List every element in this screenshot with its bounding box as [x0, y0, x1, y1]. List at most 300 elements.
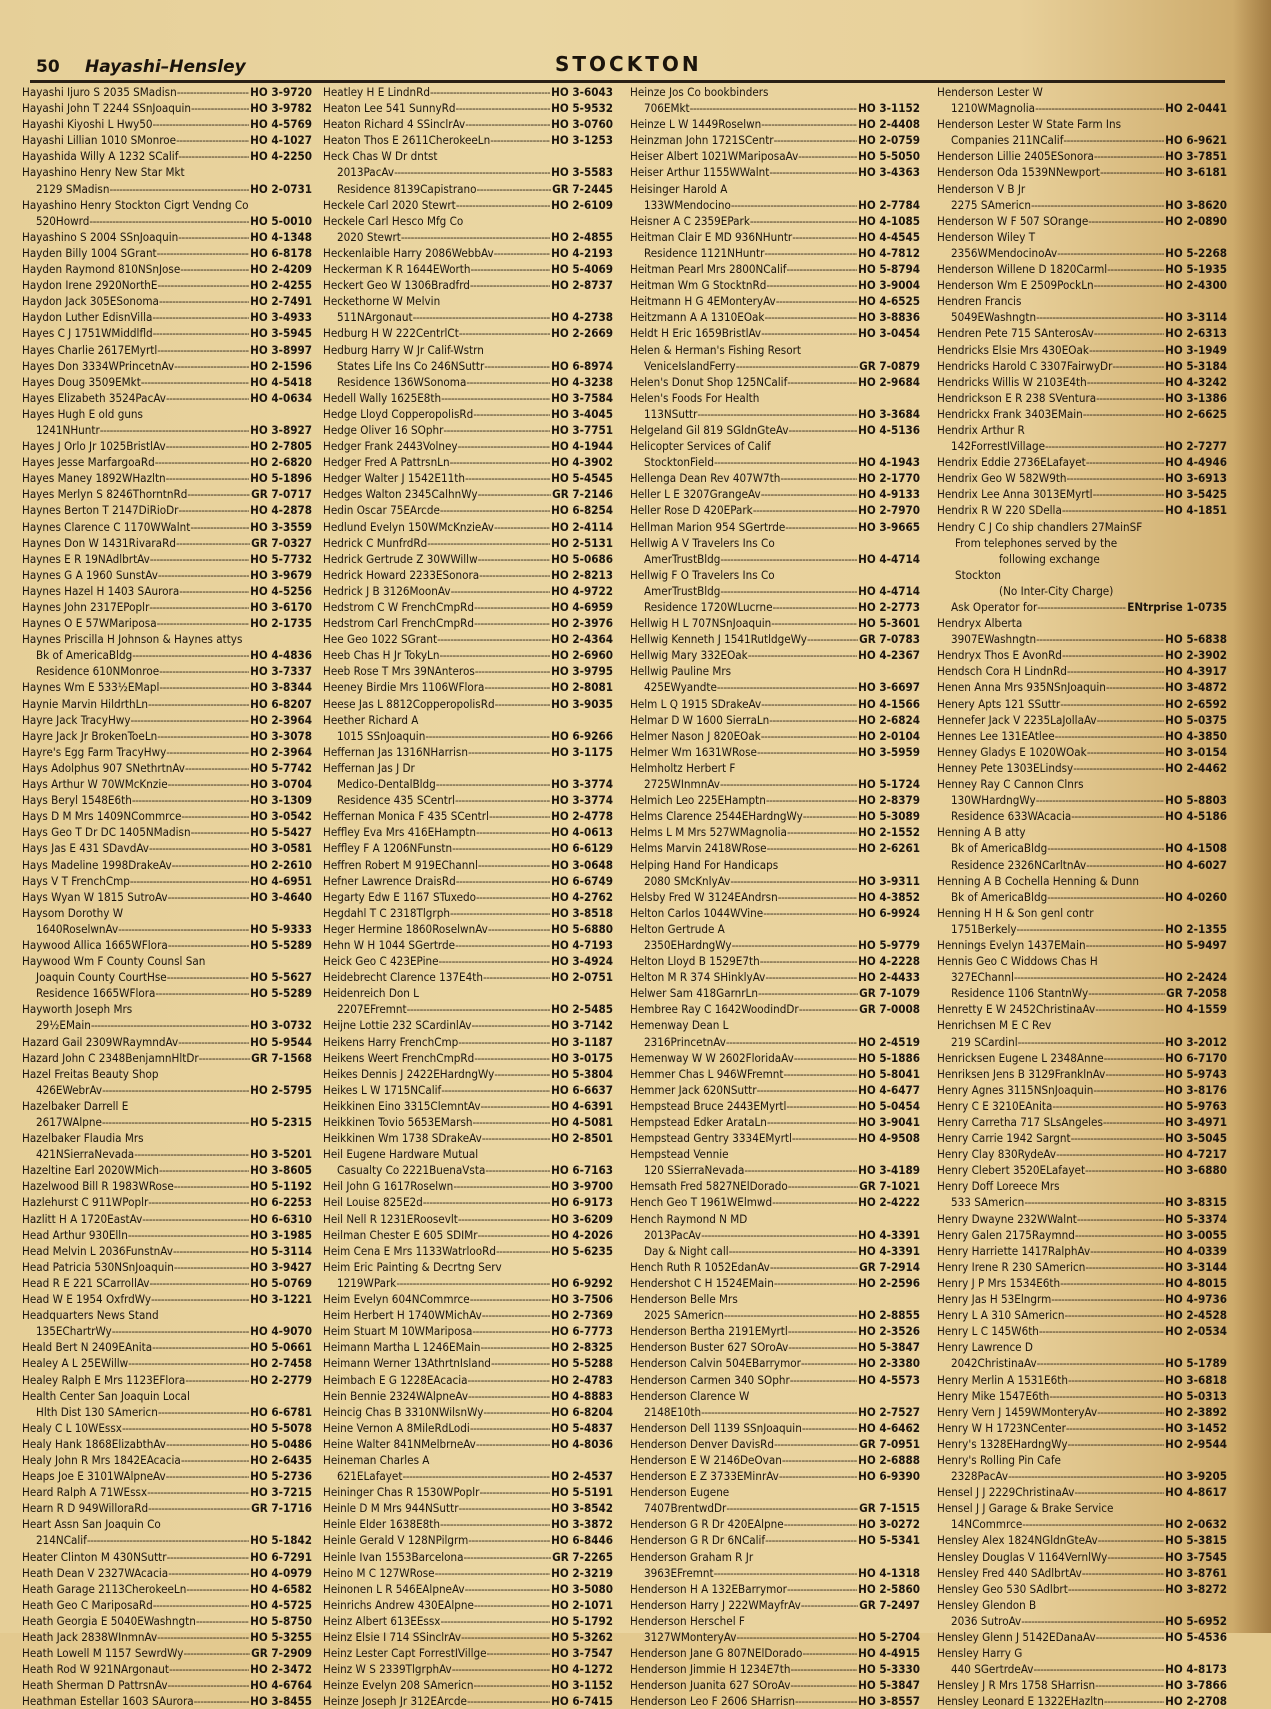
dot-leader	[1057, 245, 1164, 261]
listing-name: Residence 610NMonroe	[36, 664, 160, 679]
listing-entry	[323, 84, 613, 100]
listing-entry	[630, 309, 920, 325]
dot-leader	[1056, 1146, 1164, 1162]
listing-name: Hayre Jack Jr BrokenToeLn	[22, 728, 158, 743]
listing-entry	[937, 1050, 1227, 1066]
listing-name: Heinle Ivan 1553Barcelona	[323, 1549, 464, 1564]
phone-number: HO 3-9720	[250, 85, 312, 99]
listing-name: Henning A B Cochella Henning & Dunn	[937, 873, 1140, 888]
listing-entry	[323, 889, 613, 905]
dot-leader	[1022, 1516, 1164, 1532]
listing-entry	[937, 502, 1227, 518]
phone-number: HO 3-4363	[858, 165, 920, 180]
listing-entry	[323, 1404, 613, 1420]
dot-leader	[795, 1693, 857, 1709]
listing-name: Residence 8139Capistrano	[337, 181, 477, 196]
listing-entry	[22, 406, 312, 422]
city-title: STOCKTON	[555, 52, 702, 76]
listing-name: Hedge Oliver 16 SOphr	[323, 422, 444, 437]
listing-name: Hayes Maney 1892WHazltn	[22, 471, 166, 486]
listing-name: Heim Stuart M 10WMariposa	[323, 1324, 473, 1339]
dot-leader	[167, 969, 249, 985]
listing-entry	[630, 438, 920, 454]
listing-name: Hays V T FrenchCmp	[22, 873, 130, 888]
phone-number: HO 4-2193	[551, 245, 613, 260]
phone-number: HO 5-5191	[551, 1485, 613, 1500]
dot-leader	[199, 1050, 251, 1066]
listing-entry	[22, 148, 312, 164]
phone-number: HO 2-0441	[1165, 101, 1227, 116]
phone-number: HO 5-5289	[250, 986, 312, 1001]
listing-entry	[937, 181, 1227, 197]
listing-entry	[937, 197, 1227, 213]
phone-number: HO 4-0613	[551, 825, 613, 840]
dot-leader	[494, 519, 550, 535]
phone-number: HO 4-9508	[858, 1131, 920, 1146]
phone-number: HO 5-3804	[551, 1066, 613, 1081]
listing-name: Helm L Q 1915 SDrakeAv	[630, 696, 762, 711]
listing-name: Hedin Oscar 75EArcde	[323, 503, 440, 518]
dot-leader	[481, 1098, 551, 1114]
dot-leader	[455, 937, 550, 953]
listing-name: Heiser Albert 1021WMariposaAv	[630, 149, 799, 164]
listing-name: Healey A L 25EWillw	[22, 1356, 129, 1371]
dot-leader	[440, 1613, 550, 1629]
dot-leader	[799, 1001, 858, 1017]
dot-leader	[177, 84, 249, 100]
dot-leader	[1094, 325, 1164, 341]
dot-leader	[1036, 309, 1164, 325]
listing-name: Hempstead Gentry 3334EMyrtl	[630, 1131, 792, 1146]
listing-entry	[630, 148, 920, 164]
phone-number: HO 3-9679	[250, 567, 312, 582]
dot-leader	[128, 1227, 249, 1243]
listing-name: Helms L M Mrs 527WMagnolia	[630, 825, 787, 840]
phone-number: HO 3-6818	[1165, 1372, 1227, 1387]
dot-leader	[159, 293, 249, 309]
phone-number: HO 4-9722	[551, 583, 613, 598]
listing-name: Hedger Walter J 1542E11th	[323, 471, 465, 486]
listing-name: Hendrickx Frank 3403EMain	[937, 406, 1083, 421]
phone-number: HO 3-3774	[551, 793, 613, 808]
listing-entry	[630, 551, 920, 567]
listing-entry	[937, 1275, 1227, 1291]
listing-entry	[22, 1645, 312, 1661]
listing-entry	[630, 712, 920, 728]
phone-number: HO 2-2596	[858, 1275, 920, 1290]
listing-entry	[937, 164, 1227, 180]
phone-number: HO 2-0104	[858, 728, 920, 743]
phone-number: HO 2-8213	[551, 567, 613, 582]
listing-name: Haynes Hazel H 1403 SAurora	[22, 583, 180, 598]
listing-name: Hendershot C H 1524EMain	[630, 1275, 774, 1290]
dot-leader	[441, 390, 550, 406]
dot-leader	[1033, 1661, 1164, 1677]
dot-leader	[788, 1323, 857, 1339]
dot-leader	[774, 132, 858, 148]
phone-number: HO 4-1944	[551, 439, 613, 454]
listing-name: StocktonField	[644, 455, 714, 470]
listing-entry	[22, 84, 312, 100]
listing-entry	[22, 213, 312, 229]
dot-leader	[758, 985, 858, 1001]
listing-entry	[937, 1436, 1227, 1452]
listing-entry	[323, 116, 613, 132]
listing-name: Helmar D W 1600 SierraLn	[630, 712, 770, 727]
phone-number: HO 4-5081	[551, 1115, 613, 1129]
listing-entry	[630, 197, 920, 213]
listing-name: 1015 SSnJoaquin	[337, 728, 426, 743]
dot-leader	[1093, 1082, 1164, 1098]
listing-entry	[22, 1275, 312, 1291]
dot-leader	[180, 261, 249, 277]
phone-number: HO 3-3144	[1165, 1259, 1227, 1274]
phone-number: HO 3-8542	[551, 1501, 613, 1516]
page-spine-shadow	[1233, 0, 1271, 1633]
listing-entry	[630, 583, 920, 599]
phone-number: GR 7-2445	[552, 181, 613, 196]
listing-name: Heathman Estellar 1603 SAurora	[22, 1694, 194, 1709]
listing-name: Heeb Rose T Mrs 39NAnteros	[323, 664, 475, 679]
dot-leader	[131, 712, 250, 728]
listing-entry	[22, 1017, 312, 1033]
listing-name: Henney Ray C Cannon Clnrs	[937, 777, 1084, 792]
listing-entry	[323, 1677, 613, 1693]
listing-entry	[323, 1549, 613, 1565]
listing-entry	[630, 1050, 920, 1066]
listing-entry	[630, 1388, 920, 1404]
listing-entry	[630, 808, 920, 824]
listing-entry	[937, 905, 1227, 921]
phone-number: HO 2-6888	[858, 1452, 920, 1467]
listing-name: Hemsath Fred 5827NElDorado	[630, 1179, 788, 1194]
listing-name: Residence 1720WLucrne	[644, 600, 773, 614]
phone-number: HO 3-8620	[1165, 197, 1227, 212]
dot-leader	[401, 229, 550, 245]
dot-leader	[178, 148, 249, 164]
listing-name: Henrichsen M E C Rev	[937, 1018, 1052, 1033]
dot-leader	[474, 615, 550, 631]
listing-name: Heinze L W 1449Roselwn	[630, 117, 762, 132]
phone-number: HO 6-8254	[551, 503, 613, 518]
listing-entry	[323, 840, 613, 856]
phone-number: GR 7-2909	[251, 1646, 312, 1661]
phone-number: HO 4-6582	[250, 1581, 312, 1596]
exchange-note	[937, 535, 1227, 551]
dot-leader	[1097, 1404, 1164, 1420]
listing-entry	[323, 1001, 613, 1017]
listing-entry	[937, 406, 1227, 422]
listing-name: 421NSierraNevada	[36, 1147, 135, 1162]
dot-leader	[167, 1549, 250, 1565]
phone-number: HO 4-0260	[1165, 889, 1227, 904]
phone-number: HO 3-4872	[1165, 680, 1227, 695]
listing-name: Henry W H 1723NCenter	[937, 1420, 1066, 1435]
dot-leader	[731, 197, 857, 213]
listing-name: Hensley Geo 530 SAdlbrt	[937, 1581, 1068, 1596]
listing-entry	[937, 985, 1227, 1001]
listing-entry	[323, 1597, 613, 1613]
listing-name: Heffren Robert M 919EChannl	[323, 857, 478, 872]
listing-entry	[323, 1629, 613, 1645]
listing-name: Hensel J J Garage & Brake Service	[937, 1501, 1114, 1516]
phone-number: HO 3-0760	[551, 117, 613, 132]
phone-number: HO 4-1508	[1165, 841, 1227, 856]
listing-name: Haydon Jack 305ESonoma	[22, 294, 159, 309]
phone-number: HO 5-3184	[1165, 358, 1227, 373]
listing-name: Helmich Leo 225EHamptn	[630, 793, 766, 808]
phone-number: HO 6-6310	[250, 1211, 312, 1226]
listing-entry	[630, 84, 920, 100]
listing-entry	[630, 969, 920, 985]
phone-number: HO 4-7217	[1165, 1147, 1227, 1162]
dot-leader	[1037, 599, 1126, 615]
listing-entry	[630, 1227, 920, 1243]
listing-entry	[22, 551, 312, 567]
listing-name: Heald Bert N 2409EAnita	[22, 1340, 153, 1355]
listing-name: Hayes J Orlo Jr 1025BristlAv	[22, 439, 166, 454]
listing-entry	[22, 953, 312, 969]
listing-name: Hendricks Harold C 3307FairwyDr	[937, 358, 1113, 373]
listing-entry	[630, 454, 920, 470]
listing-entry	[22, 1500, 312, 1516]
phone-number: HO 6-6129	[551, 841, 613, 856]
phone-number: HO 5-0769	[250, 1275, 312, 1290]
listing-name: Heinz Albert 613EEssx	[323, 1613, 441, 1628]
listing-name: Hendricks Willis W 2103E4th	[937, 374, 1087, 389]
listing-entry	[323, 132, 613, 148]
dot-leader	[1074, 1484, 1164, 1500]
phone-number: HO 5-0486	[250, 1436, 312, 1451]
phone-number: HO 6-9390	[858, 1469, 920, 1484]
listing-name: Hennes Lee 131EAtlee	[937, 728, 1055, 743]
dot-leader	[1017, 921, 1165, 937]
dot-leader	[757, 744, 857, 760]
listing-entry	[323, 261, 613, 277]
phone-number: HO 4-4545	[858, 229, 920, 244]
listing-entry	[22, 132, 312, 148]
listing-entry	[630, 1565, 920, 1581]
listing-name: Haysom Dorothy W	[22, 905, 124, 920]
listing-name: Hedrick Gertrude Z 30WWillw	[323, 551, 478, 566]
listing-name: Residence 1121NHuntr	[644, 245, 765, 260]
phone-number: HO 4-4915	[858, 1646, 920, 1661]
dot-leader	[196, 1613, 249, 1629]
listing-entry	[323, 454, 613, 470]
phone-number: HO 5-1789	[1165, 1356, 1227, 1371]
listing-name: Hensley Leonard E 1322EHazltn	[937, 1694, 1104, 1709]
listing-name: Heil Nell R 1231ERoosevlt	[323, 1211, 458, 1226]
dot-leader	[807, 631, 858, 647]
listing-name: Helmer Wm 1631WRose	[630, 744, 757, 759]
phone-number: HO 5-3089	[858, 809, 920, 824]
listing-name: Heckert Geo W 1306Bradfrd	[323, 278, 470, 293]
dot-leader	[476, 889, 550, 905]
listing-name: Henry Doff Loreece Mrs	[937, 1179, 1060, 1194]
phone-number: HO 2-6960	[551, 648, 613, 663]
listing-entry	[22, 1549, 312, 1565]
dot-leader	[482, 1307, 550, 1323]
listing-name: 327EChannl	[951, 970, 1014, 985]
listing-entry	[22, 486, 312, 502]
phone-number: HO 3-1175	[551, 744, 613, 759]
listing-entry	[630, 1693, 920, 1709]
phone-number: HO 5-4069	[551, 262, 613, 277]
listing-entry	[22, 197, 312, 213]
dot-leader	[459, 1500, 551, 1516]
listing-entry	[323, 342, 613, 358]
phone-number: HO 3-6913	[1165, 471, 1227, 486]
dot-leader	[769, 164, 857, 180]
listing-entry	[630, 1372, 920, 1388]
listing-entry	[630, 937, 920, 953]
listing-entry	[22, 1162, 312, 1178]
listing-entry	[630, 100, 920, 116]
dot-leader	[767, 840, 858, 856]
phone-number: HO 3-0175	[551, 1050, 613, 1065]
dot-leader	[178, 502, 249, 518]
listing-name: 14NCommrce	[951, 1517, 1023, 1532]
listing-entry	[630, 824, 920, 840]
listing-entry	[323, 277, 613, 293]
listing-entry	[323, 100, 613, 116]
listing-name: Hayashino Henry Stockton Cigrt Vendng Co	[22, 197, 249, 212]
dot-leader	[168, 776, 249, 792]
listing-entry	[937, 840, 1227, 856]
listing-entry	[937, 1066, 1227, 1082]
phone-number: GR 7-0008	[859, 1002, 920, 1017]
listing-name: Hensel J J 2229ChristinaAv	[937, 1485, 1075, 1500]
listing-name: Henning A B atty	[937, 825, 1026, 840]
dot-leader	[1094, 148, 1164, 164]
listing-entry	[22, 1066, 312, 1082]
listing-entry	[630, 1130, 920, 1146]
phone-number: HO 5-9333	[250, 921, 312, 936]
phone-number: HO 2-2779	[250, 1372, 312, 1387]
listing-entry	[323, 1114, 613, 1130]
dot-leader	[470, 261, 550, 277]
listing-name: Hedger Fred A PattrsnLn	[323, 455, 450, 470]
listing-name: Henderson E Z 3733EMinrAv	[630, 1469, 779, 1484]
dot-leader	[396, 1275, 550, 1291]
dot-leader	[1068, 1581, 1164, 1597]
listing-name: Henry Clay 830RydeAv	[937, 1147, 1057, 1162]
listing-entry	[937, 116, 1227, 132]
listing-entry	[630, 631, 920, 647]
dot-leader	[1112, 358, 1164, 374]
dot-leader	[714, 1565, 858, 1581]
listing-name: Hayashi Ijuro S 2035 SMadisn	[22, 85, 177, 99]
dot-leader	[785, 519, 857, 535]
dot-leader	[440, 1516, 550, 1532]
listing-name: Heinonen L R 546EAlpneAv	[323, 1581, 465, 1596]
dot-leader	[186, 1581, 249, 1597]
listing-name: 2080 SMcKnlyAv	[644, 873, 731, 888]
listing-name: Heine Walter 841NMelbrneAv	[323, 1436, 476, 1451]
listing-entry	[323, 663, 613, 679]
listing-name: Henderson Juanita 627 SOroAv	[630, 1678, 791, 1693]
listing-entry	[323, 535, 613, 551]
dot-leader	[155, 454, 249, 470]
phone-number: HO 3-1221	[250, 1292, 312, 1307]
phone-number: HO 3-9795	[551, 664, 613, 679]
phone-number: HO 4-6951	[250, 873, 312, 888]
listing-entry	[630, 728, 920, 744]
listing-name: Heater Clinton M 430NSuttr	[22, 1549, 167, 1564]
dot-leader	[1039, 1323, 1164, 1339]
listing-entry	[630, 776, 920, 792]
listing-entry	[630, 1194, 920, 1210]
dot-leader	[478, 1227, 551, 1243]
listing-name: Helms Marvin 2418WRose	[630, 841, 767, 856]
listing-name: Hemmer Jack 620NSuttr	[630, 1082, 757, 1097]
dot-leader	[109, 181, 249, 197]
phone-number: HO 3-7545	[1165, 1549, 1227, 1564]
listing-entry	[22, 1259, 312, 1275]
listing-name: Hayashino S 2004 SSnJoaquin	[22, 229, 179, 244]
listing-name: Helton Gertrude A	[630, 921, 725, 936]
phone-number: GR 7-0879	[859, 358, 920, 373]
listing-name: 2328PacAv	[951, 1469, 1009, 1484]
listing-entry	[630, 245, 920, 261]
listing-entry	[323, 1661, 613, 1677]
dot-leader	[468, 1372, 551, 1388]
dot-leader	[151, 1291, 249, 1307]
dot-leader	[477, 181, 552, 197]
phone-number: HO 4-3852	[858, 889, 920, 904]
listing-entry	[937, 470, 1227, 486]
dot-leader	[437, 631, 550, 647]
phone-number: HO 4-8617	[1165, 1485, 1227, 1500]
phone-number: HO 3-0704	[250, 777, 312, 792]
listing-name: 2617WAlpne	[36, 1115, 102, 1129]
dot-leader	[765, 969, 857, 985]
listing-entry	[630, 953, 920, 969]
dot-leader	[413, 309, 551, 325]
phone-number: HO 2-6109	[551, 197, 613, 212]
listing-entry	[937, 808, 1227, 824]
listing-name: Heim Cena E Mrs 1133WatrlooRd	[323, 1243, 496, 1258]
phone-number: HO 2-4300	[1165, 278, 1227, 293]
listing-name: Headquarters News Stand	[22, 1308, 159, 1323]
phone-number: HO 4-4946	[1165, 455, 1227, 470]
phone-number: HO 3-9004	[858, 278, 920, 293]
phone-number: HO 3-8518	[551, 905, 613, 920]
dot-leader	[478, 486, 552, 502]
dot-leader	[183, 1645, 250, 1661]
phone-number: HO 3-4045	[551, 406, 613, 421]
dot-leader	[1087, 374, 1164, 390]
phone-number: HO 4-0339	[1165, 1243, 1227, 1258]
phone-number: HO 2-7277	[1165, 439, 1227, 454]
listing-name: Henderson H A 132EBarrymor	[630, 1581, 787, 1596]
phone-number: HO 5-5050	[858, 149, 920, 164]
listing-name: Henderson Buster 627 SOroAv	[630, 1340, 789, 1355]
dot-leader	[172, 857, 250, 873]
listing-entry	[630, 1098, 920, 1114]
phone-number: HO 6-6637	[551, 1082, 613, 1097]
dot-leader	[801, 1597, 858, 1613]
listing-name: Hemenway W W 2602FloridaAv	[630, 1050, 794, 1065]
listing-name: Heaton Richard 4 SSinclrAv	[323, 117, 466, 132]
listing-entry	[937, 1613, 1227, 1629]
listing-entry	[323, 1275, 613, 1291]
phone-number: HO 6-9292	[551, 1275, 613, 1290]
listing-entry	[937, 213, 1227, 229]
listing-name: Heinz W S 2339TlgrphAv	[323, 1662, 452, 1677]
listing-name: Heitman Wm G StocktnRd	[630, 278, 767, 293]
listing-entry	[630, 470, 920, 486]
